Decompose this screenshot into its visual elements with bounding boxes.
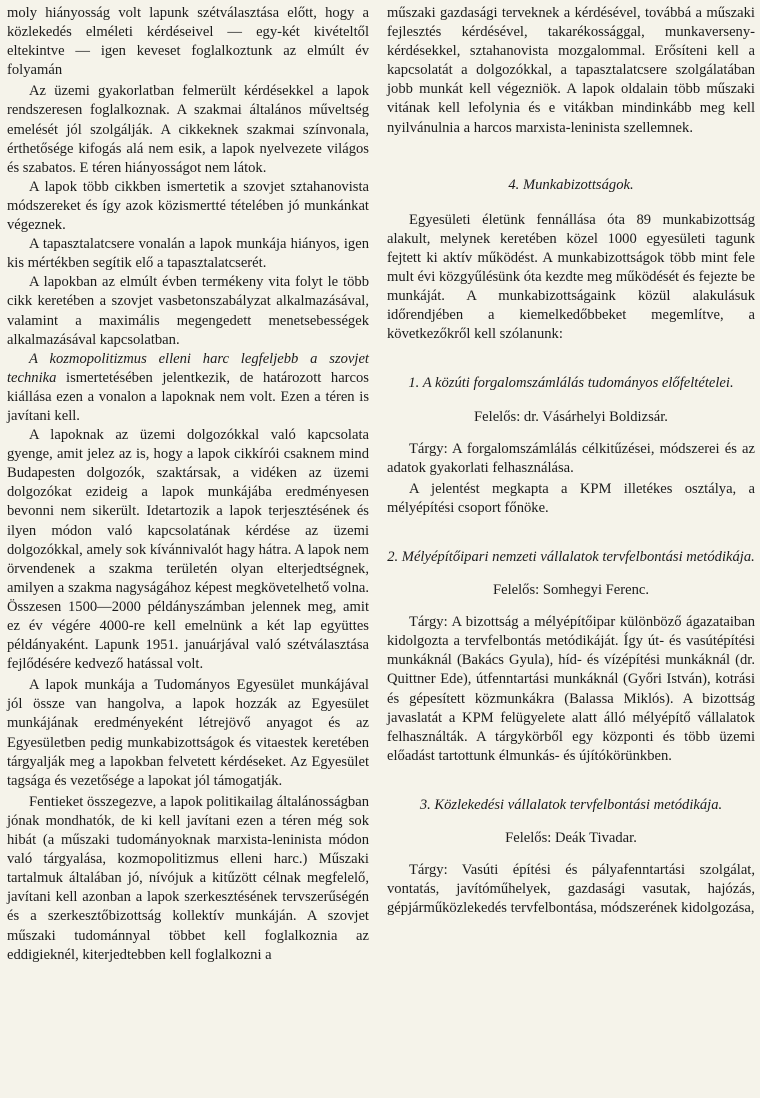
subsection-heading: 3. Közlekedési vállalatok tervfelbontási metódikája. xyxy=(419,796,723,813)
left-column xyxy=(7,4,369,965)
paragraph: Tárgy: A bizottság a mélyépítőipar különböző ágazataiban kidolgozta a tervfelbontás metódikáját. Így út- és vasútépítési munkáknál (Bakács Gyula), híd- és vízépítési munkáknál (dr. Quittner Ede), útfenntartási munkáknál (Győri István), kotrási és gépesített közmunkákra (Balassa Miklós). A bizottság javaslatát a KPM felügyelete alatt álló mélyépítő vállalatok felhasználták. A tárgykörből egy központi és több üzemi előadást tartottunk élmunkás- és újítókörünkben. xyxy=(387,614,755,764)
paragraph: Egyesületi életünk fennállása óta 89 munkabizottság alakult, melynek keretében közel 1000 egyesületi tagunk fejtett ki aktív működést. A munkabizottságok több mint fele mult évi közgyűlésünk óta kezdte meg működését és fejezte be munkáját. A munkabizottságaink közül alakulásuk időrendjében a kiemelkedőbbeket megemlítve, a következőkről kell szólanunk: xyxy=(387,211,755,343)
paragraph: A jelentést megkapta a KPM illetékes osztálya, a mélyépítési csoport főnöke. xyxy=(387,480,755,516)
responsible-line: Felelős: Deák Tivadar. xyxy=(505,830,637,846)
subsection-heading: 1. A közúti forgalomszámlálás tudományos előfeltételei. xyxy=(408,375,734,392)
paragraph: A lapoknak az üzemi dolgozókkal való kapcsolata gyenge, amit jelez az is, hogy a lapok cikkírói csaknem mind Budapesten dolgozók, szaktársak, a vidéken az üzemi dolgozókat ezideig a lapok munkájába eredményesen bevonni nem sikerült. Idetartozik a lapok terjesztésének és ilyen módon való kapcsolatának kérdése az üzemi dolgozókkal, amely sok kívánnivalót hagy hátra. A lapok nem örvendenek a szakma területén olyan elterjedtségnek, amilyen a szakma nagyságához képest megkövetelhető volna. Összesen 1500—2000 példányszámban jelennek meg, amit ez év végére 4000-re kell emelnünk a két lap együttes példányaként. Lapunk 1951. januárjával való szétválasztása fejlődésére kedvező hatással volt. xyxy=(7,427,369,673)
right-column xyxy=(387,4,755,918)
paragraph-text: ismertetésében jelentkezik, de határozott harcos kiállása ezen a vonalon a lapoknak nem volt. Ezen a téren is javítani kell. xyxy=(7,369,369,424)
responsible-line: Felelős: Somhegyi Ferenc. xyxy=(492,582,650,599)
paragraph: Tárgy: Vasúti építési és pályafenntartási szolgálat, vontatás, javítóműhelyek, gazdasági vasutak, hajózás, gépjárműközlekedés tervfelbontása, módszerének kidolgozása, xyxy=(387,862,755,917)
paragraph: A tapasztalatcsere vonalán a lapok munkája hiányos, igen kis mértékben segítik elő a tapasztalatcserét. xyxy=(7,236,369,272)
paragraph xyxy=(7,350,369,426)
paragraph: A lapok több cikkben ismertetik a szovjet sztahanovista módszereket és így azok közismertté tételében jó munkánkat végeznek. xyxy=(7,178,369,234)
subsection-heading: 2. Mélyépítőipari nemzeti vállalatok tervfelbontási metódikája. xyxy=(387,548,755,565)
emphasis-text: A kozmopolitizmus elleni harc legfeljebb a szovjet technika xyxy=(7,350,369,386)
paragraph: műszaki gazdasági terveknek a kérdésével, továbbá a műszaki fejlesztés kérdésével, takarékossággal, munkaverseny-kérdésekkel, sztahanovista mozgalommal. Erősíteni kell a kapcsolatát a dolgozókkal, a tapasztalatcsere szolgálatában jobb munkát kell végezniök. A lapok oldalain több műszaki vitának kell lefolynia és e vitákban mindinkább meg kell nyilvánulnia a harcos marxista-leninista szellemnek. xyxy=(387,5,755,136)
section-heading: 4. Munkabizottságok. xyxy=(508,176,634,193)
paragraph: A lapok munkája a Tudományos Egyesület munkájával jól össze van hangolva, a lapok hozzák az Egyesület munkájának eredményeként létrejövő anyagot és az Egyesületben pedig munkabizottságok és vitaestek keretében tárgyalják meg a lapokban felvetett kérdéseket. Az Egyesület tagsága és vezetősége a lapokat jól támogatják. xyxy=(7,677,369,789)
paragraph: Fentieket összegezve, a lapok politikailag általánosságban jónak mondhatók, de ki kell javítani ezen a téren még sok hibát (a műszaki tudományoknak marxista-leninista módon való tárgyalása, kozmopolitizmus elleni harc.) Műszaki tartalmuk általában jó, nívójuk a kitűzött célnak megfelelő, javítani kell azonban a lapok szerkesztésének tervszerűségén és a szerkesztőbizottság kollektív munkáján. A szovjet műszaki tudománnyal többet kell foglalkoznia az eddigieknél, kiterjedtebben kell foglalkozni a xyxy=(7,793,369,963)
paragraph: A lapokban az elmúlt évben termékeny vita folyt le több cikk keretében a szovjet vasbetonszabályzat alkalmazásával, valamint a maximális megengedett menetsebességek alkalmazásával kapcsolatban. xyxy=(7,274,369,348)
responsible-line: Felelős: dr. Vásárhelyi Boldizsár. xyxy=(474,408,668,425)
paragraph: Tárgy: A forgalomszámlálás célkitűzései, módszerei és az adatok gyakorlati felhasználása. xyxy=(387,440,755,476)
paragraph: moly hiányosság volt lapunk szétválasztása előtt, hogy a közlekedés elméleti kérdéseivel — egy-két kivételtől eltekintve — igen keveset foglalkoztunk az elmúlt év folyamán xyxy=(7,5,369,79)
paragraph: Az üzemi gyakorlatban felmerült kérdésekkel a lapok rendszeresen foglalkoznak. A szakmai általános műveltség emelését jól szolgálják. A cikkeknek szakmai színvonala, érthetősége kifogás alá nem esik, a lapok nyelvezete világos és szabatos. E téren hiányosságot nem látok. xyxy=(7,83,369,176)
